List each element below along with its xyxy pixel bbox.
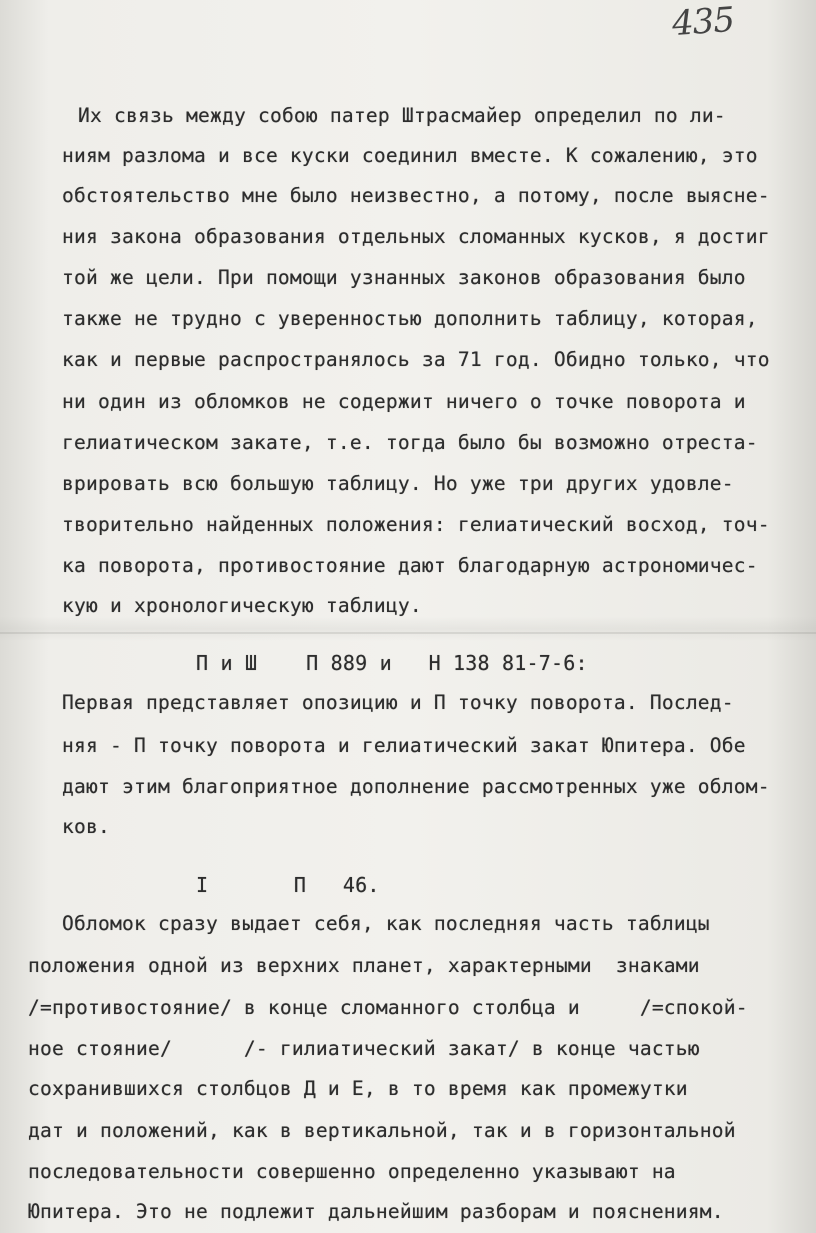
text-line: /=противостояние/ в конце сломанного столбца и /=спокой- xyxy=(28,996,748,1019)
text-line: дат и положений, как в вертикальной, так и в горизонтальной xyxy=(28,1119,736,1142)
text-line: ка поворота, противостояние дают благодарную астрономичес- xyxy=(62,554,758,577)
text-line: ния закона образования отдельных сломанных кусков, я достиг xyxy=(62,225,770,248)
text-line: ниям разлома и все куски соединил вместе. К сожалению, это xyxy=(62,144,758,167)
text-line: врировать всю большую таблицу. Но уже три других удовле- xyxy=(62,472,734,495)
section-heading: П и Ш П 889 и Н 138 81-7-6: xyxy=(196,651,588,675)
text-line: ное стояние/ /- гилиатический закат/ в конце частью xyxy=(28,1037,700,1060)
text-line: сохранившихся столбцов Д и Е, в то время как промежутки xyxy=(28,1077,688,1100)
text-line: няя - П точку поворота и гелиатический закат Юпитера. Обе xyxy=(62,734,746,757)
section-heading: I П 46. xyxy=(196,873,380,897)
text-line: последовательности совершенно определенно указывают на xyxy=(28,1160,676,1183)
text-line: Первая представляет опозицию и П точку поворота. Послед- xyxy=(62,691,734,714)
paper-fold-line xyxy=(0,632,816,634)
text-line: также не трудно с уверенностью дополнить таблицу, которая, xyxy=(62,307,758,330)
text-line: ни один из обломков не содержит ничего о точке поворота и xyxy=(62,390,746,413)
text-line: дают этим благоприятное дополнение рассмотренных уже облом- xyxy=(62,775,770,798)
text-line: Их связь между собою патер Штрасмайер определил по ли- xyxy=(78,104,726,127)
text-line: как и первые распространялось за 71 год. Обидно только, что xyxy=(62,348,770,371)
text-line: Юпитера. Это не подлежит дальнейшим разборам и пояснениям. xyxy=(28,1200,724,1223)
text-line: Обломок сразу выдает себя, как последняя часть таблицы xyxy=(62,912,710,935)
handwritten-page-number: 435 xyxy=(670,0,736,45)
text-line: той же цели. При помощи узнанных законов образования было xyxy=(62,266,746,289)
text-line: гелиатическом закате, т.е. тогда было бы возможно отреста- xyxy=(62,431,758,454)
text-line: кую и хронологическую таблицу. xyxy=(62,594,422,617)
text-line: положения одной из верхних планет, характерными знаками xyxy=(28,954,700,977)
text-line: ков. xyxy=(62,815,110,838)
text-line: обстоятельство мне было неизвестно, а потому, после выясне- xyxy=(62,184,770,207)
text-line: творительно найденных положения: гелиатический восход, точ- xyxy=(62,513,770,536)
